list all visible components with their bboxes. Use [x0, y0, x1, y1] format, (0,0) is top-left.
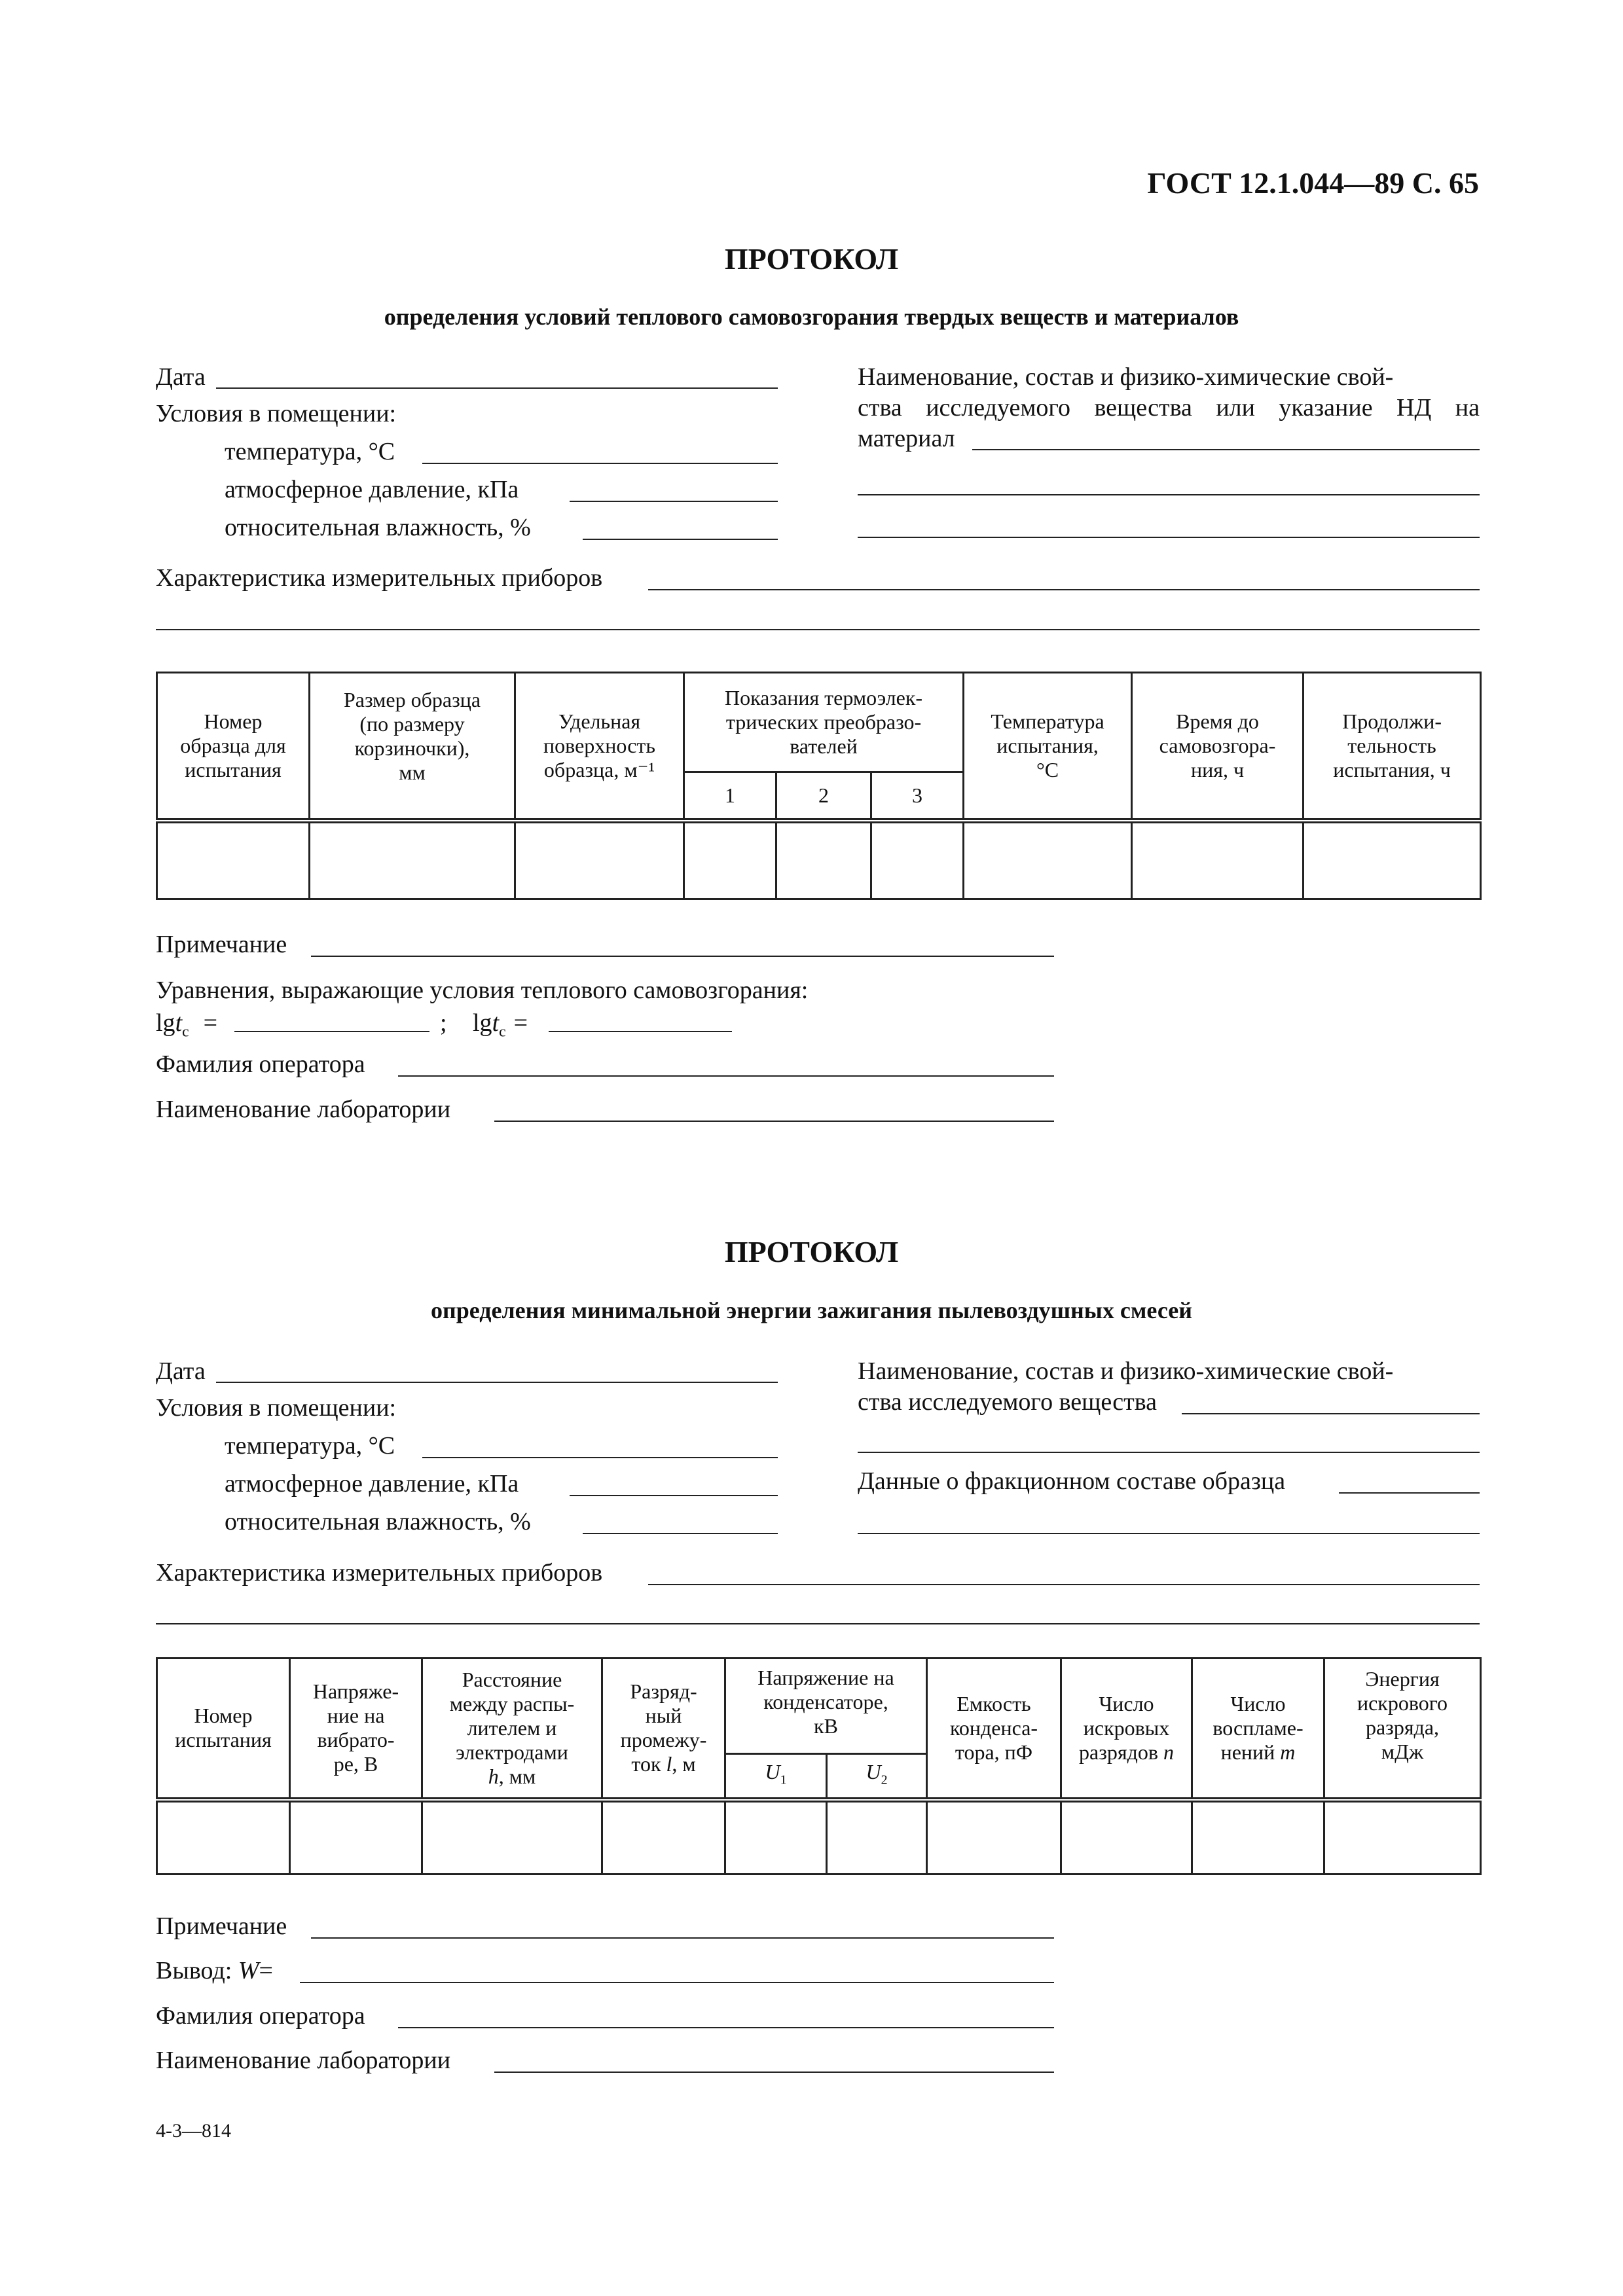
col-header-spark-energy: Энергия искрового разряда, мДж — [1324, 1659, 1481, 1800]
table-cell[interactable] — [422, 1800, 602, 1874]
temperature-field[interactable] — [422, 1457, 778, 1458]
instruments-field-2[interactable] — [156, 629, 1480, 630]
col-header-sprayer-distance: Расстояние между распы- лителем и электродами h, мм — [422, 1659, 602, 1800]
table-cell[interactable] — [776, 821, 871, 899]
col-header-capacitance: Емкость конденса- тора, пФ — [927, 1659, 1061, 1800]
table-cell[interactable] — [157, 821, 310, 899]
fraction-field-1[interactable] — [1339, 1492, 1480, 1494]
table-cell[interactable] — [1304, 821, 1481, 899]
document-reference: ГОСТ 12.1.044—89 С. 65 — [1147, 166, 1479, 200]
col-header-sample-number: Номер образца для испытания — [157, 673, 310, 821]
protocol2-subtitle: определения минимальной энергии зажигания пылевоздушных смесей — [431, 1297, 1192, 1323]
room-conditions-label: Условия в помещении: — [156, 1394, 397, 1422]
humidity-label: относительная влажность, % — [225, 514, 531, 541]
thermo-sub-2: 2 — [776, 772, 871, 821]
table-cell[interactable] — [515, 821, 684, 899]
table-cell[interactable] — [602, 1800, 725, 1874]
pressure-label: атмосферное давление, кПа — [225, 476, 519, 503]
col-header-test-duration: Продолжи- тельность испытания, ч — [1304, 673, 1481, 821]
equation-2-label: lgt$_с$ = — [473, 1009, 528, 1041]
table-cell[interactable] — [827, 1800, 927, 1874]
table-cell[interactable] — [290, 1800, 422, 1874]
room-conditions-label: Условия в помещении: — [156, 400, 397, 427]
date-field[interactable] — [216, 1382, 778, 1383]
substance-label-line2: ства исследуемого вещества — [858, 1388, 1158, 1416]
equation-1-label: lgt$_с$ = — [156, 1009, 218, 1041]
table-cell[interactable] — [725, 1800, 827, 1874]
humidity-field[interactable] — [583, 539, 778, 540]
table-cell[interactable] — [927, 1800, 1061, 1874]
col-header-vibrator-voltage: Напряже- ние на вибрато- ре, В — [290, 1659, 422, 1800]
col-header-test-temperature: Температура испытания, °С — [964, 673, 1132, 821]
date-label: Дата — [156, 363, 206, 391]
temperature-label: температура, °С — [225, 1432, 395, 1460]
instruments-label: Характеристика измерительных приборов — [156, 564, 603, 592]
humidity-field[interactable] — [583, 1533, 778, 1534]
instruments-label: Характеристика измерительных приборов — [156, 1559, 603, 1587]
substance-field-2[interactable] — [858, 494, 1480, 495]
operator-label: Фамилия оператора — [156, 1050, 365, 1078]
table-row — [157, 1800, 1481, 1874]
col-header-capacitor-voltage: Напряжение на конденсаторе, кВ — [725, 1659, 927, 1754]
col-header-ignition-count: Число воспламе- нений m — [1192, 1659, 1324, 1800]
col-header-test-number: Номер испытания — [157, 1659, 290, 1800]
conclusion-label: Вывод: W= — [156, 1957, 273, 1984]
table-cell[interactable] — [1324, 1800, 1481, 1874]
pressure-label: атмосферное давление, кПа — [225, 1470, 519, 1498]
temperature-field[interactable] — [422, 463, 778, 464]
col-header-spark-count: Число искровых разрядов n — [1061, 1659, 1192, 1800]
protocol2-title: ПРОТОКОЛ — [724, 1235, 899, 1268]
laboratory-field[interactable] — [494, 1121, 1054, 1122]
substance-label-line2: ства исследуемого вещества или указание НД на — [858, 394, 1480, 422]
thermo-sub-3: 3 — [871, 772, 964, 821]
col-header-sample-size: Размер образца (по размеру корзиночки), мм — [310, 673, 515, 821]
protocol1-subtitle: определения условий теплового самовозгорания твердых веществ и материалов — [384, 304, 1239, 330]
substance-field-1[interactable] — [972, 449, 1480, 450]
equation-2-field[interactable] — [549, 1031, 732, 1032]
col-header-discharge-gap: Разряд- ный промежу- ток l, м — [602, 1659, 725, 1800]
temperature-label: температура, °С — [225, 438, 395, 465]
date-field[interactable] — [216, 387, 778, 389]
equation-1-field[interactable] — [234, 1031, 429, 1032]
equation-separator: ; — [440, 1009, 447, 1037]
substance-field-2[interactable] — [858, 1452, 1480, 1453]
table-cell[interactable] — [157, 1800, 290, 1874]
note-field[interactable] — [311, 956, 1054, 957]
protocol2-table — [156, 1657, 1482, 1875]
col-header-time-to-ignition: Время до самовозгора- ния, ч — [1132, 673, 1304, 821]
protocol1-table — [156, 672, 1482, 900]
conclusion-field[interactable] — [300, 1982, 1054, 1983]
date-label: Дата — [156, 1357, 206, 1385]
laboratory-label: Наименование лаборатории — [156, 1096, 451, 1123]
col-header-specific-surface: Удельная поверхность образца, м⁻¹ — [515, 673, 684, 821]
fraction-label: Данные о фракционном составе образца — [858, 1467, 1286, 1495]
note-label: Примечание — [156, 931, 287, 958]
substance-label-line1: Наименование, состав и физико-химические свой- — [858, 363, 1394, 391]
note-label: Примечание — [156, 1912, 287, 1940]
instruments-field-2[interactable] — [156, 1623, 1480, 1624]
instruments-field-1[interactable] — [648, 589, 1480, 590]
table-cell[interactable] — [1192, 1800, 1324, 1874]
laboratory-label: Наименование лаборатории — [156, 2047, 451, 2074]
laboratory-field[interactable] — [494, 2072, 1054, 2073]
pressure-field[interactable] — [570, 1495, 778, 1496]
substance-label-line3: материал — [858, 425, 955, 452]
table-cell[interactable] — [871, 821, 964, 899]
humidity-label: относительная влажность, % — [225, 1508, 531, 1535]
pressure-field[interactable] — [570, 501, 778, 502]
table-row — [157, 821, 1481, 899]
substance-label-line1: Наименование, состав и физико-химические свой- — [858, 1357, 1394, 1385]
u1-header: $U_1$ — [725, 1754, 827, 1800]
operator-label: Фамилия оператора — [156, 2002, 365, 2030]
thermo-sub-1: 1 — [684, 772, 776, 821]
table-cell[interactable] — [684, 821, 776, 899]
table-cell[interactable] — [1061, 1800, 1192, 1874]
u2-header: $U_2$ — [827, 1754, 927, 1800]
table-cell[interactable] — [964, 821, 1132, 899]
print-code: 4-3—814 — [156, 2120, 231, 2142]
fraction-field-2[interactable] — [858, 1533, 1480, 1534]
instruments-field-1[interactable] — [648, 1584, 1480, 1585]
operator-field[interactable] — [398, 1075, 1054, 1077]
operator-field[interactable] — [398, 2027, 1054, 2028]
col-header-thermocouple-readings: Показания термоэлек- трических преобразо- вателей — [684, 673, 964, 772]
substance-field-3[interactable] — [858, 537, 1480, 538]
substance-field-1[interactable] — [1182, 1413, 1480, 1414]
note-field[interactable] — [311, 1937, 1054, 1939]
protocol1-title: ПРОТОКОЛ — [724, 242, 899, 276]
equations-label: Уравнения, выражающие условия теплового самовозгорания: — [156, 977, 809, 1004]
table-cell[interactable] — [1132, 821, 1304, 899]
table-cell[interactable] — [310, 821, 515, 899]
